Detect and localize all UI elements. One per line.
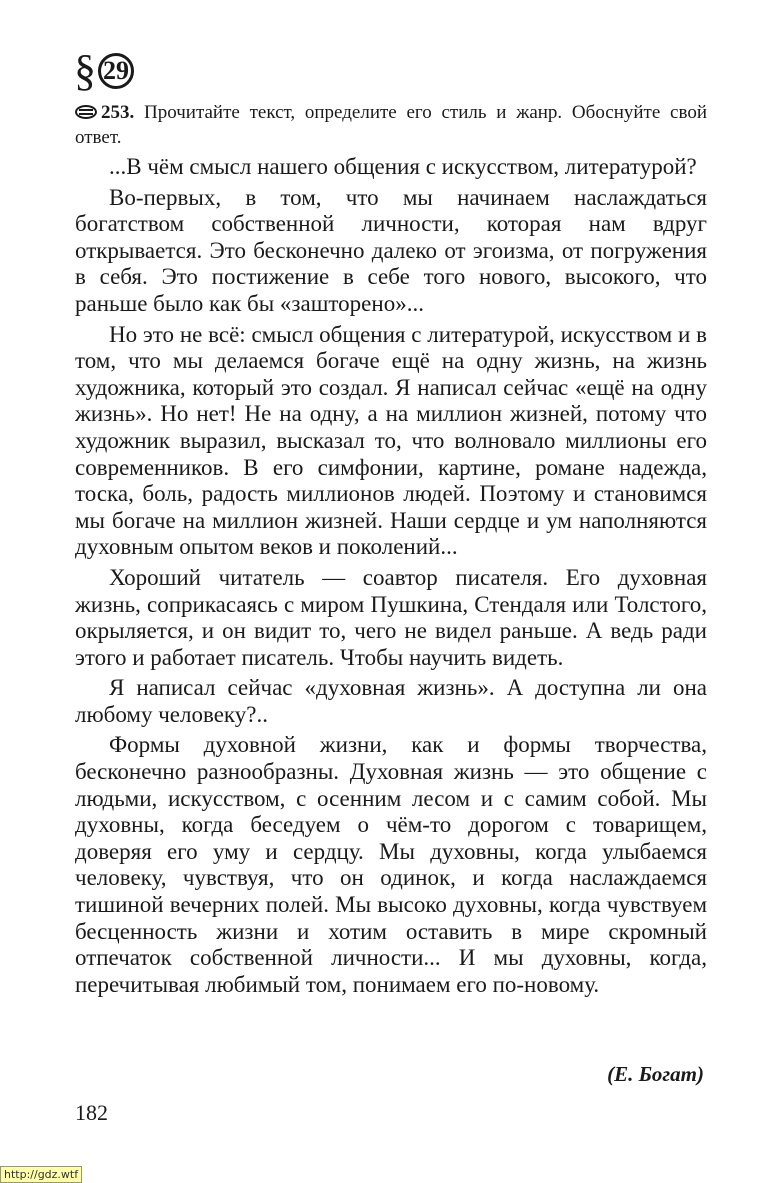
task-number: 253. [101, 102, 135, 123]
section-sign: § [74, 46, 96, 95]
paragraph: ...В чём смысл нашего общения с искусством, литературой? [109, 154, 697, 179]
task-text: Прочитайте текст, определите его стиль и жанр. Обоснуйте свой ответ. [75, 102, 707, 148]
section-number-badge: 29 [98, 53, 134, 89]
watermark-link[interactable]: http://gdz.wtf [0, 1166, 82, 1183]
paragraph: Формы духовной жизни, как и формы творчества, бесконечно разнообразны. Духовная жизнь — это общение с людьми, искусством, с осенним лесом и с самим собой. Мы духовны, когда беседуем о чём-то дорогом с товарищем, доверяя его уму и сердцу. Мы духовны, когда улыбаемся человеку, чувствуя, что он одинок, и когда наслаждаемся тишиной вечерних полей. Мы высоко духовны, когда чувствуем бесценность жизни и хотим оставить в мире скромный отпечаток собственной личности... И мы духовны, когда, перечитывая любимый том, понимаем его по-новому. [75, 732, 707, 997]
task-instruction [75, 100, 707, 150]
author-attribution: (Е. Богат) [607, 1062, 704, 1086]
paragraph: Хороший читатель — соавтор писателя. Его духовная жизнь, соприкасаясь с миром Пушкина, Стендаля или Толстого, окрыляется, и он видит то, чего не видел раньше. А ведь ради этого и работает писатель. Чтобы научить видеть. [75, 564, 707, 670]
main-text [75, 154, 707, 1002]
book-icon [75, 105, 97, 119]
paragraph: Во-первых, в том, что мы начинаем наслаждаться богатством собственной личности, которая нам вдруг открывается. Это бесконечно далеко от эгоизма, от погружения в себя. Это постижение в себе того нового, высокого, что раньше было как бы «зашторено»... [75, 184, 707, 316]
page-number: 182 [75, 1100, 108, 1125]
section-heading [74, 46, 134, 96]
paragraph: Я написал сейчас «духовная жизнь». А доступна ли она любому человеку?.. [75, 675, 707, 727]
paragraph: Но это не всё: смысл общения с литературой, искусством и в том, что мы делаемся богаче ещё на одну жизнь, на жизнь художника, который это создал. Я написал сейчас «ещё на одну жизнь». Но нет! Не на одну, а на миллион жизней, потому что художник выразил, высказал то, что волновало миллионы его современников. В его симфонии, картине, романе надежда, тоска, боль, радость миллионов людей. Поэтому и становимся мы богаче на миллион жизней. Наши сердце и ум наполняются духовным опытом веков и поколений... [75, 321, 707, 560]
